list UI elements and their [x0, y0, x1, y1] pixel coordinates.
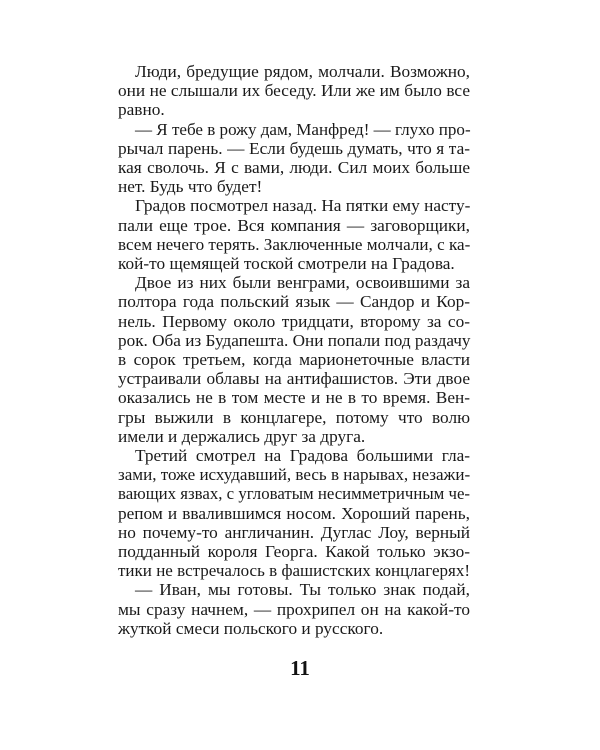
text-line: тики не встречалось в фашистских концлагерях!	[118, 561, 470, 581]
text-line: в сорок третьем, когда марионеточные власти	[118, 350, 470, 369]
text-line: жуткой смеси польского и русского.	[118, 618, 384, 638]
text-line: мы сразу начнем, — прохрипел он на какой-то	[118, 599, 470, 619]
text-line: Третий смотрел на Градова большими гла-	[135, 446, 470, 465]
text-line: Двое из них были венграми, освоившими за	[135, 273, 470, 293]
text-line: полтора года польский язык — Сандор и Кор-	[118, 292, 470, 312]
text-line: нель. Первому около тридцати, второму за со-	[118, 311, 470, 331]
text-line: рычал парень. — Если будешь думать, что я та-	[118, 138, 470, 158]
text-line: имели и держались друг за друга.	[118, 426, 366, 446]
text-line: рок. Оба из Будапешта. Они попали под раздачу	[118, 330, 471, 350]
text-line: кая сволочь. Я с вами, люди. Сил моих больше	[118, 158, 470, 177]
text-line: оказались не в том месте и не в то время. Вен-	[118, 388, 470, 408]
text-line: устраивали облавы на антифашистов. Эти двое	[118, 369, 470, 389]
text-line: нет. Будь что будет!	[118, 177, 263, 197]
text-line: репом и ввалившимся носом. Хороший парень,	[118, 503, 470, 523]
text-line: пали еще трое. Вся компания — заговорщики,	[118, 215, 470, 235]
page-number: 11	[290, 656, 310, 680]
text-line: всем нечего терять. Заключенные молчали, с ка-	[118, 234, 471, 254]
text-line: Люди, бредущие рядом, молчали. Возможно,	[135, 62, 470, 81]
text-line: зами, тоже исхудавший, весь в нарывах, незажи-	[118, 465, 471, 485]
text-line: но почему-то англичанин. Дуглас Лоу, верный	[118, 522, 470, 542]
text-line: равно.	[118, 100, 165, 120]
text-line: Градов посмотрел назад. На пятки ему насту-	[135, 196, 471, 216]
text-line: — Иван, мы готовы. Ты только знак подай,	[135, 580, 470, 600]
text-line: подданный короля Георга. Какой только экзо-	[118, 542, 470, 561]
text-line: они не слышали их беседу. Или же им было все	[118, 81, 470, 101]
text-line: вающих язвах, с угловатым несимметричным че-	[118, 484, 470, 504]
text-line: — Я тебе в рожу дам, Манфред! — глухо про-	[135, 119, 471, 139]
text-line: кой-то щемящей тоской смотрели на Градова.	[118, 254, 455, 273]
text-line: гры выжили в концлагере, потому что волю	[118, 407, 470, 427]
